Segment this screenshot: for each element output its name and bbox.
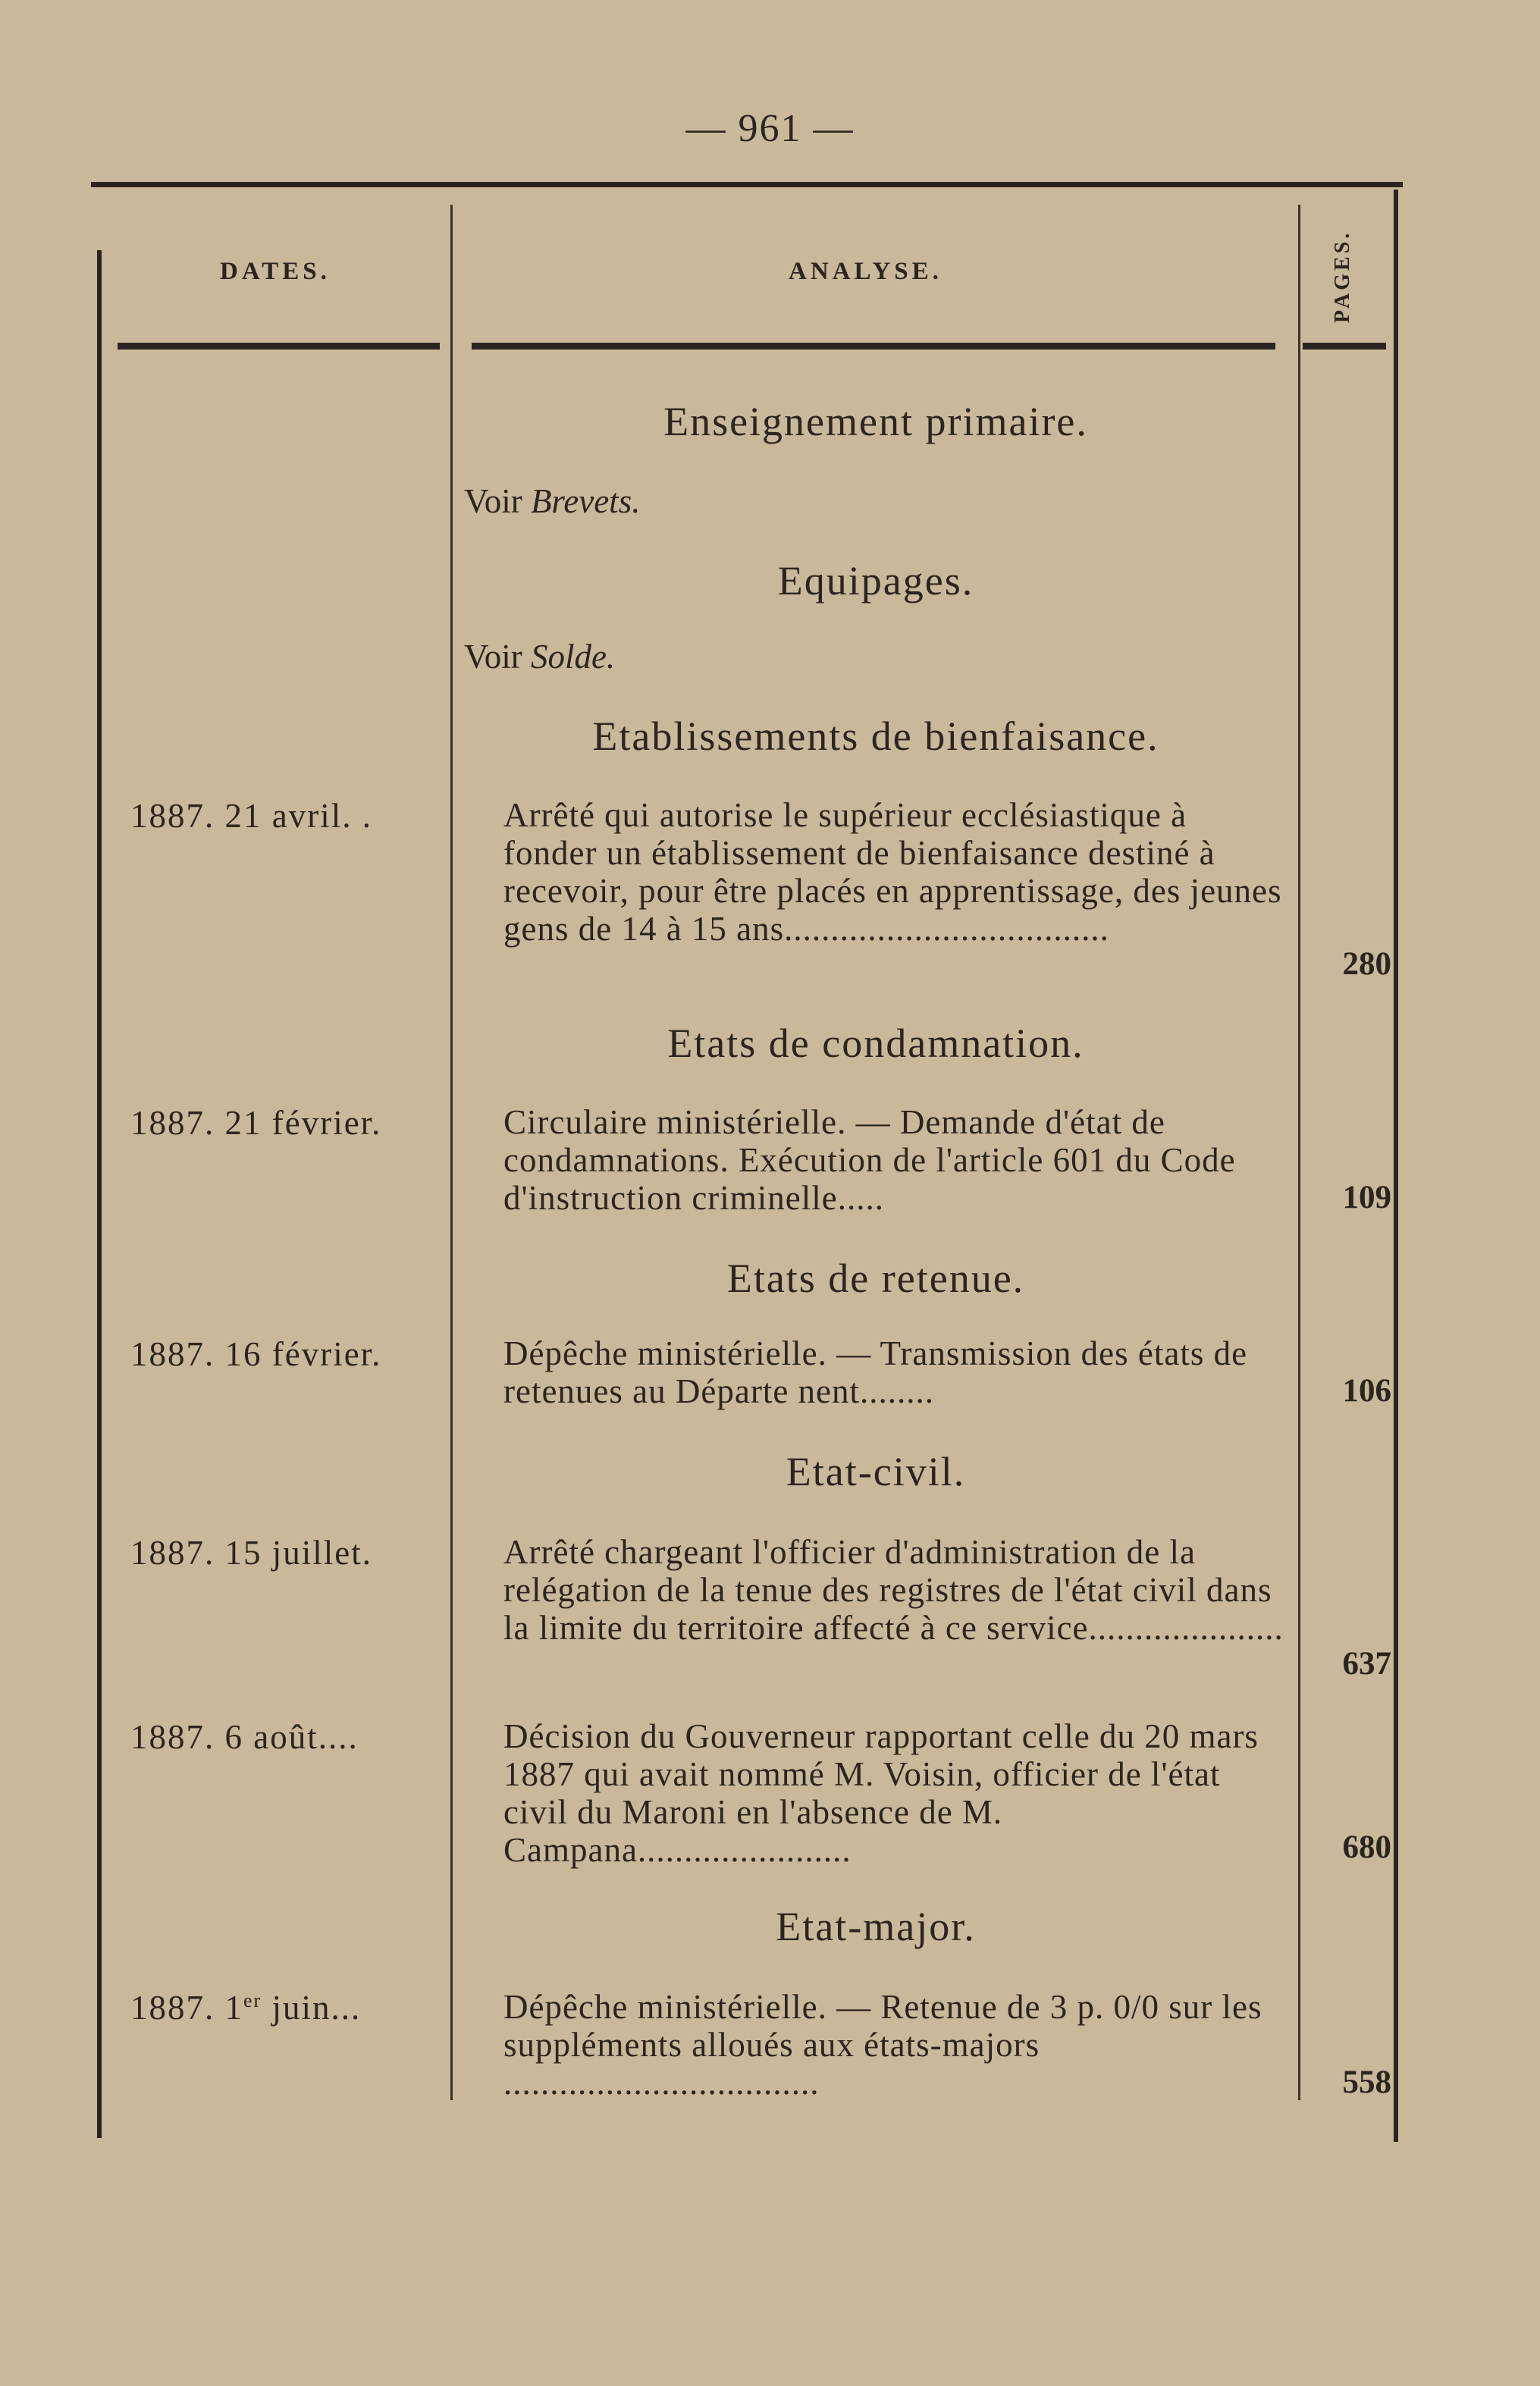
header-rule-dates <box>118 343 440 350</box>
entry-analysis <box>463 1717 1288 1869</box>
entry-text: Dépêche ministérielle. — Retenue de 3 p. 0/0 sur les suppléments alloués aux états-majors .................................. <box>503 1988 1262 2102</box>
section-title: Etat-major. <box>776 1904 976 1949</box>
entry-date: 1887. 6 août.... <box>130 1718 359 1756</box>
table-right-border <box>1394 190 1398 2142</box>
entry-page: 680 <box>1342 1829 1391 1865</box>
entry-page: 109 <box>1342 1180 1391 1215</box>
entry-text: Décision du Gouverneur rapportant celle du 20 mars 1887 qui avait nommé M. Voisin, officier de l'état civil du Maroni en l'absence de M. Campana....................... <box>503 1717 1259 1869</box>
section-title: Etablissements de bienfaisance. <box>592 713 1159 759</box>
entry-date: 1887. 16 février. <box>130 1335 382 1373</box>
entry-analysis <box>463 796 1288 948</box>
entry-date: 1887. 21 avril. . <box>130 797 372 835</box>
entry-page: 106 <box>1342 1373 1391 1409</box>
entry-date-suffix: juin... <box>262 1989 362 2027</box>
entry-analysis <box>463 1533 1288 1647</box>
section-title: Etats de retenue. <box>726 1256 1025 1301</box>
section-title: Equipages. <box>777 558 974 604</box>
entry-date-sup: er <box>243 1989 262 2011</box>
page-number: — 961 — <box>685 107 855 150</box>
see-target: Brevets. <box>530 482 641 520</box>
see-prefix: Voir <box>464 638 522 676</box>
see-target: Solde. <box>530 638 616 676</box>
see-also <box>464 481 640 521</box>
see-prefix: Voir <box>464 482 522 520</box>
column-divider-dates <box>450 205 453 2100</box>
entry-page: 637 <box>1342 1646 1391 1682</box>
entry-text: Arrêté qui autorise le supérieur ecclésiastique à fonder un établissement de bienfaisance destiné à recevoir, pour être placés en apprentissage, des jeunes gens de 14 à 15 ans................................... <box>503 796 1282 948</box>
entry-date: 1887. 21 février. <box>130 1104 382 1142</box>
entry-date: 1887. 15 juillet. <box>130 1534 372 1572</box>
entry-analysis <box>463 1334 1288 1410</box>
header-analyse: ANALYSE. <box>789 258 943 285</box>
entry-page: 558 <box>1342 2065 1391 2100</box>
section-title: Etat-civil. <box>786 1449 966 1494</box>
entry-analysis <box>463 1988 1288 2102</box>
table-left-border <box>97 250 102 2138</box>
column-divider-pages <box>1298 205 1300 2100</box>
entry-text: Circulaire ministérielle. — Demande d'état de condamnations. Exécution de l'article 601 du Code d'instruction criminelle..... <box>503 1103 1236 1217</box>
entry-analysis <box>463 1103 1288 1217</box>
entry-date-prefix: 1887. 1 <box>130 1989 243 2027</box>
entry-date <box>130 1988 361 2027</box>
header-pages: PAGES. <box>1331 230 1354 324</box>
header-rule-pages <box>1303 343 1386 350</box>
section-title: Enseignement primaire. <box>663 399 1088 444</box>
section-title: Etats de condamnation. <box>667 1021 1084 1066</box>
header-rule-analyse <box>472 343 1275 350</box>
entry-text: Dépêche ministérielle. — Transmission des états de retenues au Départe nent........ <box>503 1334 1248 1410</box>
see-also <box>464 637 615 676</box>
entry-text: Arrêté chargeant l'officier d'administration de la relégation de la tenue des registres de l'état civil dans la limite du territoire affecté à ce service..................... <box>503 1533 1284 1647</box>
entry-page: 280 <box>1342 946 1391 982</box>
header-dates: DATES. <box>220 258 331 285</box>
